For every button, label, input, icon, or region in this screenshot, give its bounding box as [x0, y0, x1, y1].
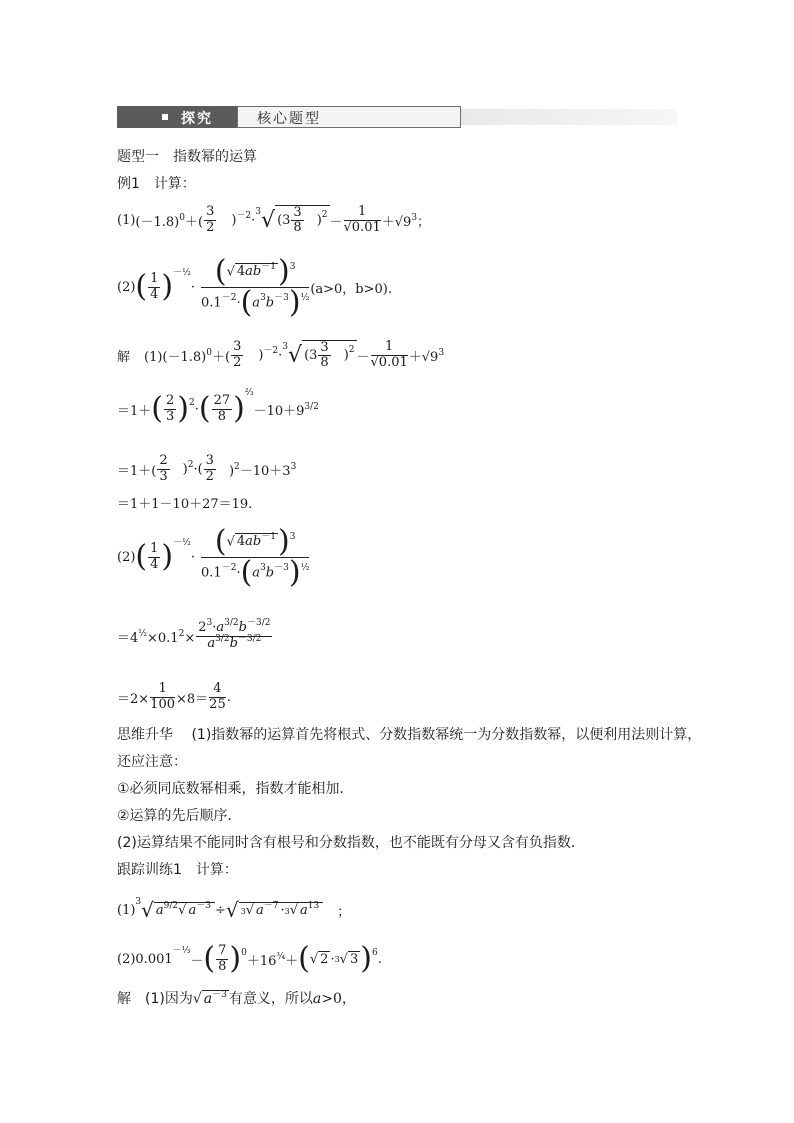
final-line: 解 (1)因为√ $a^{-3}$ 有意义，所以a>0， [117, 990, 356, 1007]
problem-2-condition: (a>0，b>0). [310, 281, 392, 297]
exercise-1: (1) 3 √ $a^{9/2}√$ $a^{-3}$ ÷ √ 3√ $a^{-7} \cdot 3√$ $a^{13}$ ； [117, 897, 351, 922]
solution-1-line-4: ＝1＋1－10＋27＝19. [117, 497, 253, 512]
banner-square-icon [162, 114, 168, 120]
solution-1-line-1: 解 $(1)(-1.8)^0+$( $\frac{3}{2}$ )$^{-2}$· 3 √ (3 $\frac{3}{8}$ ) 2 － $\frac{1}{√0.01}$ $+√9^3$ [117, 339, 445, 370]
summary-item-2: ②运算的先后顺序． [117, 808, 242, 824]
summary-line-1: 思维升华 (1)指数幂的运算首先将根式、分数指数幂统一为分数指数幂，以便利用法则计算， [117, 727, 702, 743]
solution-1-line-3: ＝1＋( $\frac{2}{3}$ )$^2$·( $\frac{3}{2}$ )$^2-10+3^3$ [117, 453, 297, 484]
problem-2-prefix: (2) [117, 279, 136, 295]
section-banner [117, 106, 677, 128]
solution-2-line-3: ＝2× $\frac{1}{100}$ ×8＝ $\frac{4}{25}$ . [117, 681, 231, 712]
example-title: 例1 计算： [117, 176, 196, 192]
exercise-title: 跟踪训练1 计算： [117, 862, 238, 878]
problem-1: (1) $(-1.8)^0+$( $\frac{3}{2}$ )$^{-2}$· 3 √ (3 $\frac{3}{8}$ ) 2 － $\frac{1}{√0.01}$ $+√9^3$； [117, 204, 431, 235]
summary-item-3: (2)运算结果不能同时含有根号和分数指数，也不能既有分母又含有负指数． [117, 835, 585, 851]
summary-label: 思维升华 [117, 727, 173, 743]
summary-line-2: 还应注意： [117, 754, 187, 770]
summary-item-1: ①必须同底数幂相乘，指数才能相加． [117, 781, 354, 797]
problem-1-prefix: (1) [117, 212, 136, 228]
banner-left-label: 探究 [181, 111, 213, 127]
solution-2-line-1: (2) ( $\frac{1}{4}$ ) －½ · $\frac{(√ 4ab^{-1})^3}{0.1^{-2}\cdot(a^3b^{-3})^{\frac{1}{2}}}$ [117, 523, 310, 590]
banner-dark-block [117, 106, 237, 128]
solution-label: 解 [117, 349, 131, 365]
problem-2: (2) ( $\frac{1}{4}$ ) －½ · $\frac{(√ 4ab^{-1})^3}{0.1^{-2}\cdot(a^3b^{-3})^{\frac{1}{2}}}$ (a>0，b>0). [117, 253, 392, 320]
exercise-2: (2)0.001 －⅓ － ( $\frac{7}{8}$ ) 0 $+16^{\frac{3}{4}}+$ ( √ 2 · 3 √ 3 ) 6 . [117, 941, 382, 976]
section-title: 题型一 指数幂的运算 [117, 149, 257, 165]
solution-2-line-2: $=4^{\frac{1}{2}}\times 0.1^2\times$ $\frac{2^3\cdot a^{3/2}b^{-3/2}}{a^{3/2}b^{-3/2}}$ [117, 618, 271, 651]
banner-right-label: 核心题型 [257, 111, 321, 127]
solution-1-line-2: ＝1＋ ( $\frac{2}{3}$ ) 2 · ( $\frac{27}{8}$ ) ⅔ $-10+9^{3/2}$ [117, 388, 319, 426]
